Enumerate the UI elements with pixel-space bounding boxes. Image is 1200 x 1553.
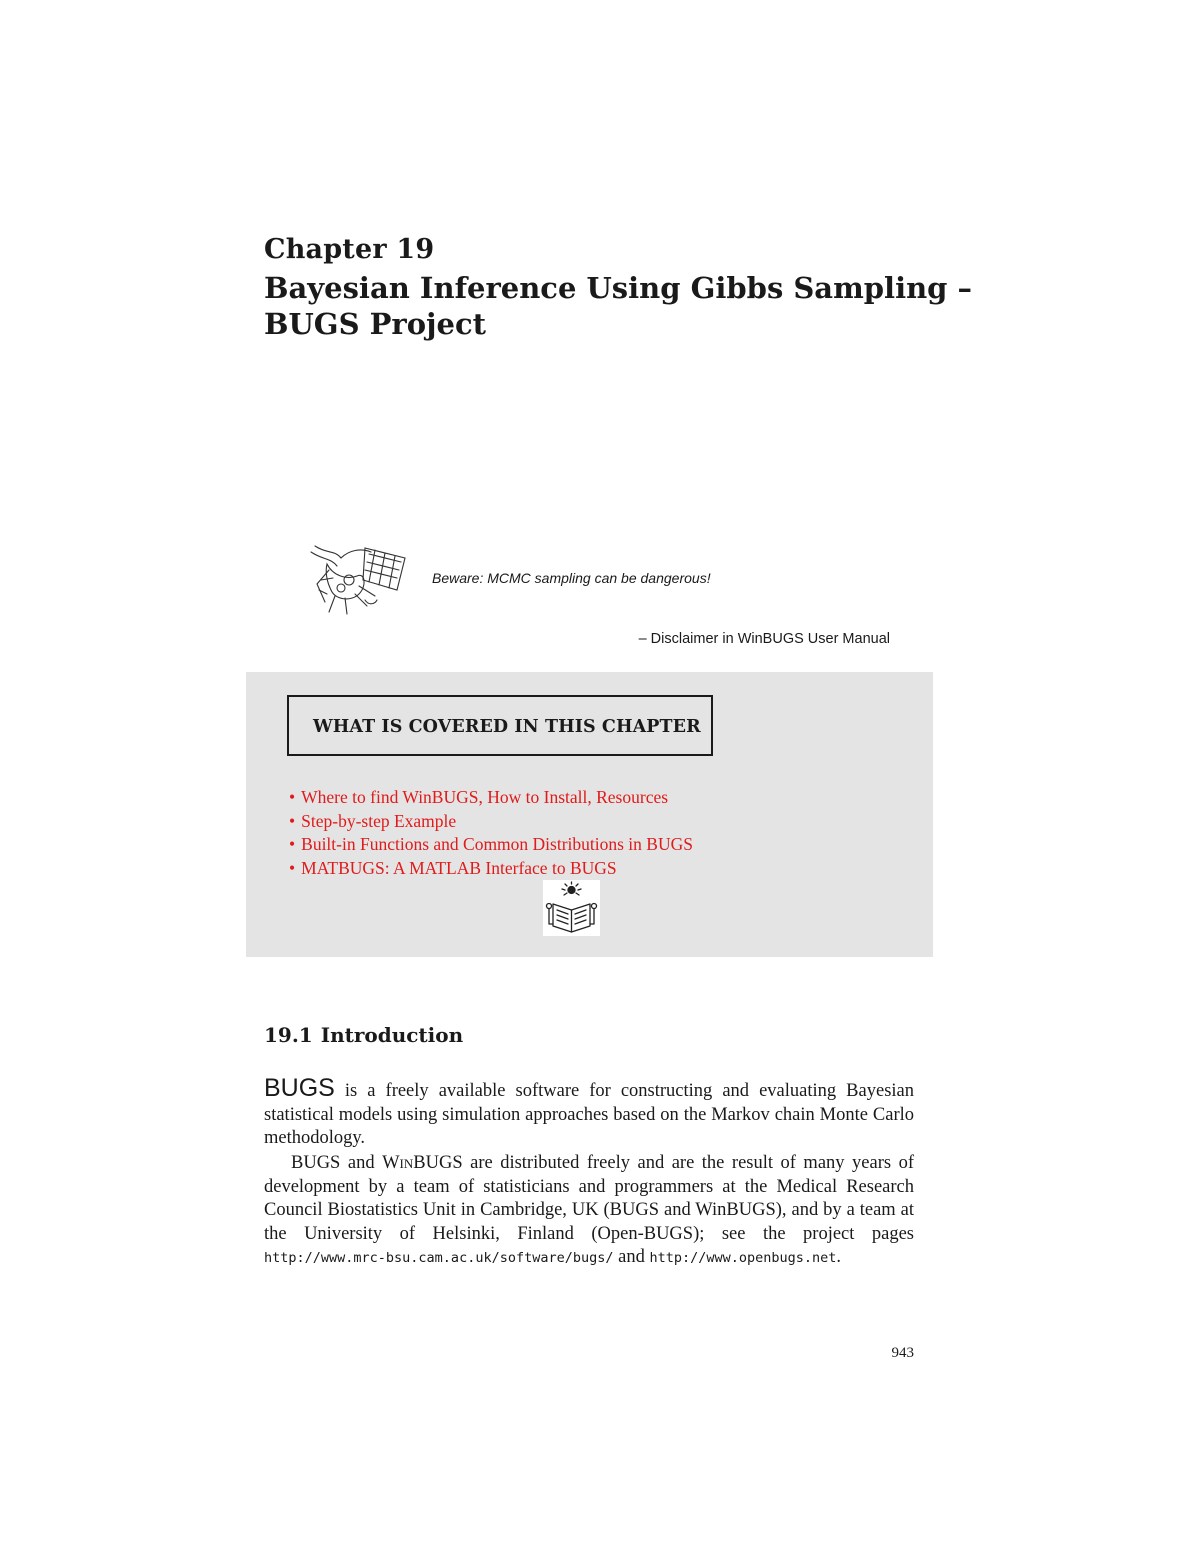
chapter-overview-list [289,786,693,880]
paragraph-text: . [836,1247,842,1267]
overview-item-text: Where to find WinBUGS, How to Install, Resources [301,787,669,807]
bug-sketch-icon [305,540,417,618]
section-number: 19.1 [264,1023,313,1047]
paragraph-text: is a freely available software for constructing and evaluating Bayesian statistical models using simulation approaches based on the Markov chain Monte Carlo methodology. [264,1081,914,1148]
reader-book-icon [543,880,600,936]
epigraph-quote: Beware: MCMC sampling can be dangerous! [432,570,711,586]
chapter-title-line-2: BUGS Project [264,307,487,341]
overview-item: • MATBUGS: A MATLAB Interface to BUGS [289,857,617,878]
chapter-title-line-1: Bayesian Inference Using Gibbs Sampling – [264,271,973,305]
overview-item: • Built-in Functions and Common Distributions in BUGS [289,834,693,854]
mrc-bsu-url-link[interactable]: http://www.mrc-bsu.cam.ac.uk/software/bugs/ [264,1250,614,1266]
overview-item-text: MATBUGS: A MATLAB Interface to BUGS [301,857,617,878]
winbugs-name: WinBUGS [382,1153,463,1173]
body-paragraph-1 [264,1074,914,1151]
openbugs-url-link[interactable]: http://www.openbugs.net [649,1250,837,1266]
paragraph-text: BUGS and [291,1153,383,1173]
chapter-label: Chapter 19 [264,234,435,265]
paragraph-lead-word: BUGS [264,1074,335,1102]
section-heading [264,1023,463,1047]
overview-item: • Where to find WinBUGS, How to Install, Resources [289,787,669,807]
epigraph-attribution: – Disclaimer in WinBUGS User Manual [638,631,890,647]
overview-item-text: Built-in Functions and Common Distributions in BUGS [301,834,693,854]
page-number: 943 [891,1345,914,1361]
chapter-title [264,270,973,342]
body-paragraph-2 [264,1152,914,1271]
chapter-overview-heading: WHAT IS COVERED IN THIS CHAPTER [313,717,701,737]
overview-item-text: Step-by-step Example [301,810,457,831]
overview-item: • Step-by-step Example [289,810,457,831]
paragraph-text: are distributed freely and are the result of many years of development by a team of statisticians and programmers at the Medical Research Council Biostatistics Unit in Cambridge, UK (BUGS and WinBUGS), and by a team at the University of Helsinki, Finland (Open-BUGS); see the project pages [264,1153,914,1244]
paragraph-text: and [613,1247,650,1267]
section-title: Introduction [320,1023,464,1047]
